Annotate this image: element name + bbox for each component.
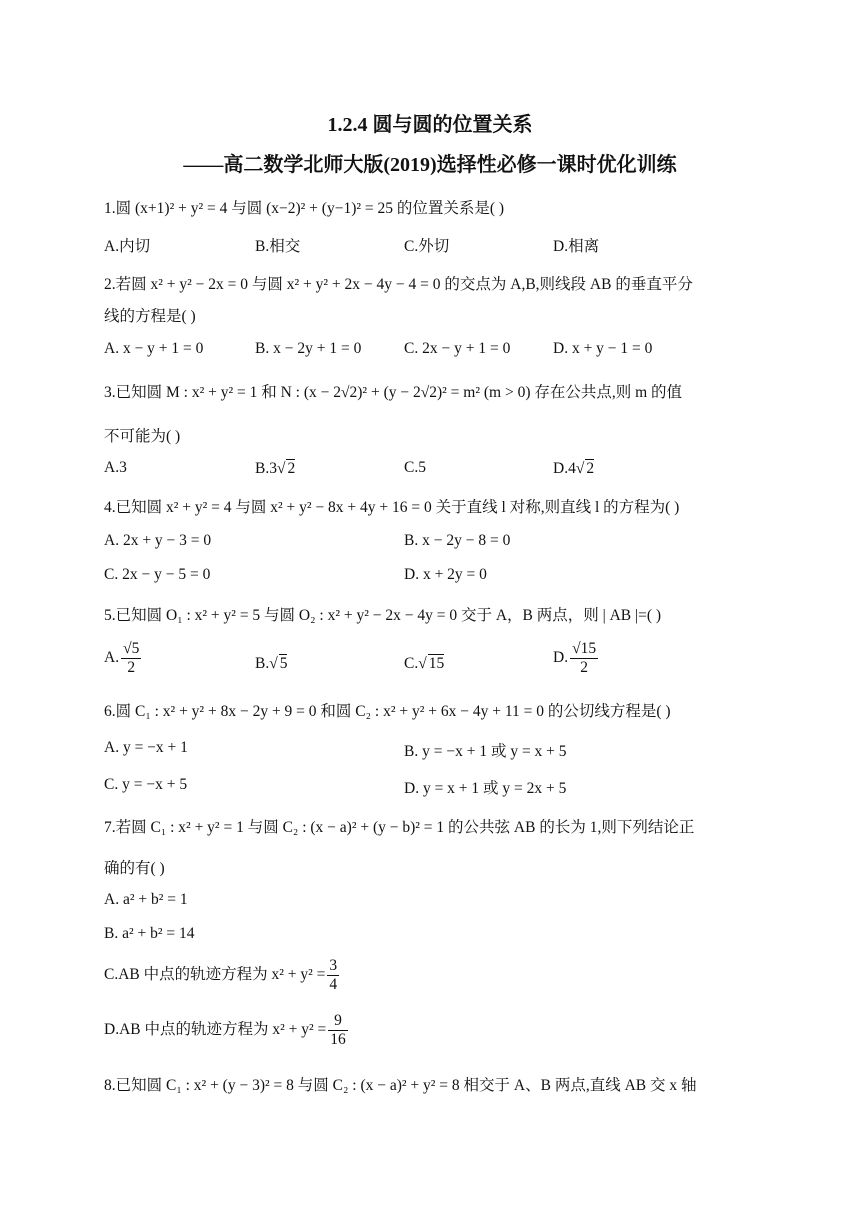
q3-option-b-label: B. bbox=[255, 460, 270, 477]
q3-option-b-coef: 3 bbox=[269, 460, 277, 477]
question-7-stem-line1: 7.若圆 C₁ : x² + y² = 1 与圆 C₂ : (x − a)² + (y − b)² = 1 的公共弦 AB 的长为 1,则下列结论正 bbox=[104, 819, 695, 836]
q7-option-c bbox=[104, 957, 341, 994]
q7-option-a: A. a² + b² = 1 bbox=[104, 891, 188, 908]
q5-option-a-fraction bbox=[121, 640, 141, 677]
q5-option-a-denominator: 2 bbox=[127, 658, 136, 676]
q7-option-c-text: C.AB 中点的轨迹方程为 x² + y² = bbox=[104, 965, 326, 983]
q1-option-a: A.内切 bbox=[104, 238, 151, 255]
q1-option-d: D.相离 bbox=[553, 238, 600, 255]
q5-option-b-radicand: 5 bbox=[279, 655, 288, 672]
q7-option-d-denominator: 16 bbox=[330, 1030, 346, 1048]
q3-option-d: D.4√ 2 bbox=[553, 460, 595, 477]
q4-option-b: B. x − 2y − 8 = 0 bbox=[404, 532, 511, 549]
q3-option-d-label: D. bbox=[553, 460, 569, 477]
q2-option-b: B. x − 2y + 1 = 0 bbox=[255, 340, 362, 357]
question-4-stem: 4.已知圆 x² + y² = 4 与圆 x² + y² − 8x + 4y + 16 = 0 关于直线 l 对称,则直线 l 的方程为( ) bbox=[104, 499, 680, 516]
question-2-stem-line1: 2.若圆 x² + y² − 2x = 0 与圆 x² + y² + 2x − 4y − 4 = 0 的交点为 A,B,则线段 AB 的垂直平分 bbox=[104, 276, 693, 293]
question-6-stem: 6.圆 C₁ : x² + y² + 8x − 2y + 9 = 0 和圆 C₂ : x² + y² + 6x − 4y + 11 = 0 的公切线方程是( ) bbox=[104, 703, 671, 720]
document-subtitle: ——高二数学北师大版(2019)选择性必修一课时优化训练 bbox=[183, 154, 677, 176]
q4-option-c: C. 2x − y − 5 = 0 bbox=[104, 566, 211, 583]
question-5-stem: 5.已知圆 O₁ : x² + y² = 5 与圆 O₂ : x² + y² − 2x − 4y = 0 交于 A，B 两点，则 | AB |=( ) bbox=[104, 607, 662, 624]
q5-option-c-radicand: 15 bbox=[428, 655, 445, 672]
q6-option-a: A. y = −x + 1 bbox=[104, 739, 188, 756]
question-7-stem-line2: 确的有( ) bbox=[104, 860, 165, 877]
question-2-stem-line2: 线的方程是( ) bbox=[104, 308, 196, 325]
document-title: 1.2.4 圆与圆的位置关系 bbox=[327, 114, 533, 136]
q1-option-b: B.相交 bbox=[255, 238, 301, 255]
q2-option-d: D. x + y − 1 = 0 bbox=[553, 340, 653, 357]
q3-option-b: B.3√ 2 bbox=[255, 460, 296, 477]
q3-option-c: C.5 bbox=[404, 459, 426, 476]
q5-option-b-label: B. bbox=[255, 655, 270, 672]
question-8-stem: 8.已知圆 C₁ : x² + (y − 3)² = 8 与圆 C₂ : (x − a)² + y² = 8 相交于 A、B 两点,直线 AB 交 x 轴 bbox=[104, 1077, 697, 1094]
q7-option-d-text: D.AB 中点的轨迹方程为 x² + y² = bbox=[104, 1020, 327, 1038]
q5-option-d-numerator: √15 bbox=[572, 640, 597, 657]
question-1-stem: 1.圆 (x+1)² + y² = 4 与圆 (x−2)² + (y−1)² = 25 的位置关系是( ) bbox=[104, 200, 505, 217]
question-3-stem-line2: 不可能为( ) bbox=[104, 428, 181, 445]
q7-option-c-numerator: 3 bbox=[329, 957, 338, 974]
q5-option-c: C.√ 15 bbox=[404, 655, 445, 672]
q5-option-d-denominator: 2 bbox=[580, 658, 588, 676]
q7-option-d bbox=[104, 1012, 350, 1049]
q4-option-d: D. x + 2y = 0 bbox=[404, 566, 487, 583]
q1-option-c: C.外切 bbox=[404, 238, 450, 255]
q3-option-d-coef: 4 bbox=[568, 460, 576, 477]
q6-option-c: C. y = −x + 5 bbox=[104, 776, 188, 793]
q2-option-a: A. x − y + 1 = 0 bbox=[104, 340, 204, 357]
q5-option-a-label: A. bbox=[104, 648, 120, 666]
q3-option-d-radicand: 2 bbox=[586, 460, 595, 477]
q5-option-a bbox=[104, 640, 143, 677]
q7-option-d-numerator: 9 bbox=[328, 1012, 348, 1031]
q3-option-a: A.3 bbox=[104, 459, 127, 476]
q5-option-d-fraction bbox=[570, 640, 598, 677]
q5-option-a-numerator: √5 bbox=[123, 640, 140, 657]
q6-option-d: D. y = x + 1 或 y = 2x + 5 bbox=[404, 780, 567, 797]
q5-option-d-label: D. bbox=[553, 648, 569, 666]
q7-option-c-fraction bbox=[327, 957, 339, 994]
q2-option-c: C. 2x − y + 1 = 0 bbox=[404, 340, 511, 357]
q3-option-b-radicand: 2 bbox=[287, 460, 296, 477]
question-3-stem-line1: 3.已知圆 M : x² + y² = 1 和 N : (x − 2√2)² + (y − 2√2)² = m² (m > 0) 存在公共点,则 m 的值 bbox=[104, 384, 683, 401]
q5-option-d bbox=[553, 640, 600, 677]
q7-option-d-fraction bbox=[328, 1012, 348, 1049]
q6-option-b: B. y = −x + 1 或 y = x + 5 bbox=[404, 743, 567, 760]
q7-option-c-denominator: 4 bbox=[329, 975, 338, 993]
q5-option-c-label: C. bbox=[404, 655, 419, 672]
q5-option-b: B.√ 5 bbox=[255, 655, 288, 672]
q7-option-b: B. a² + b² = 14 bbox=[104, 925, 195, 942]
q4-option-a: A. 2x + y − 3 = 0 bbox=[104, 532, 212, 549]
